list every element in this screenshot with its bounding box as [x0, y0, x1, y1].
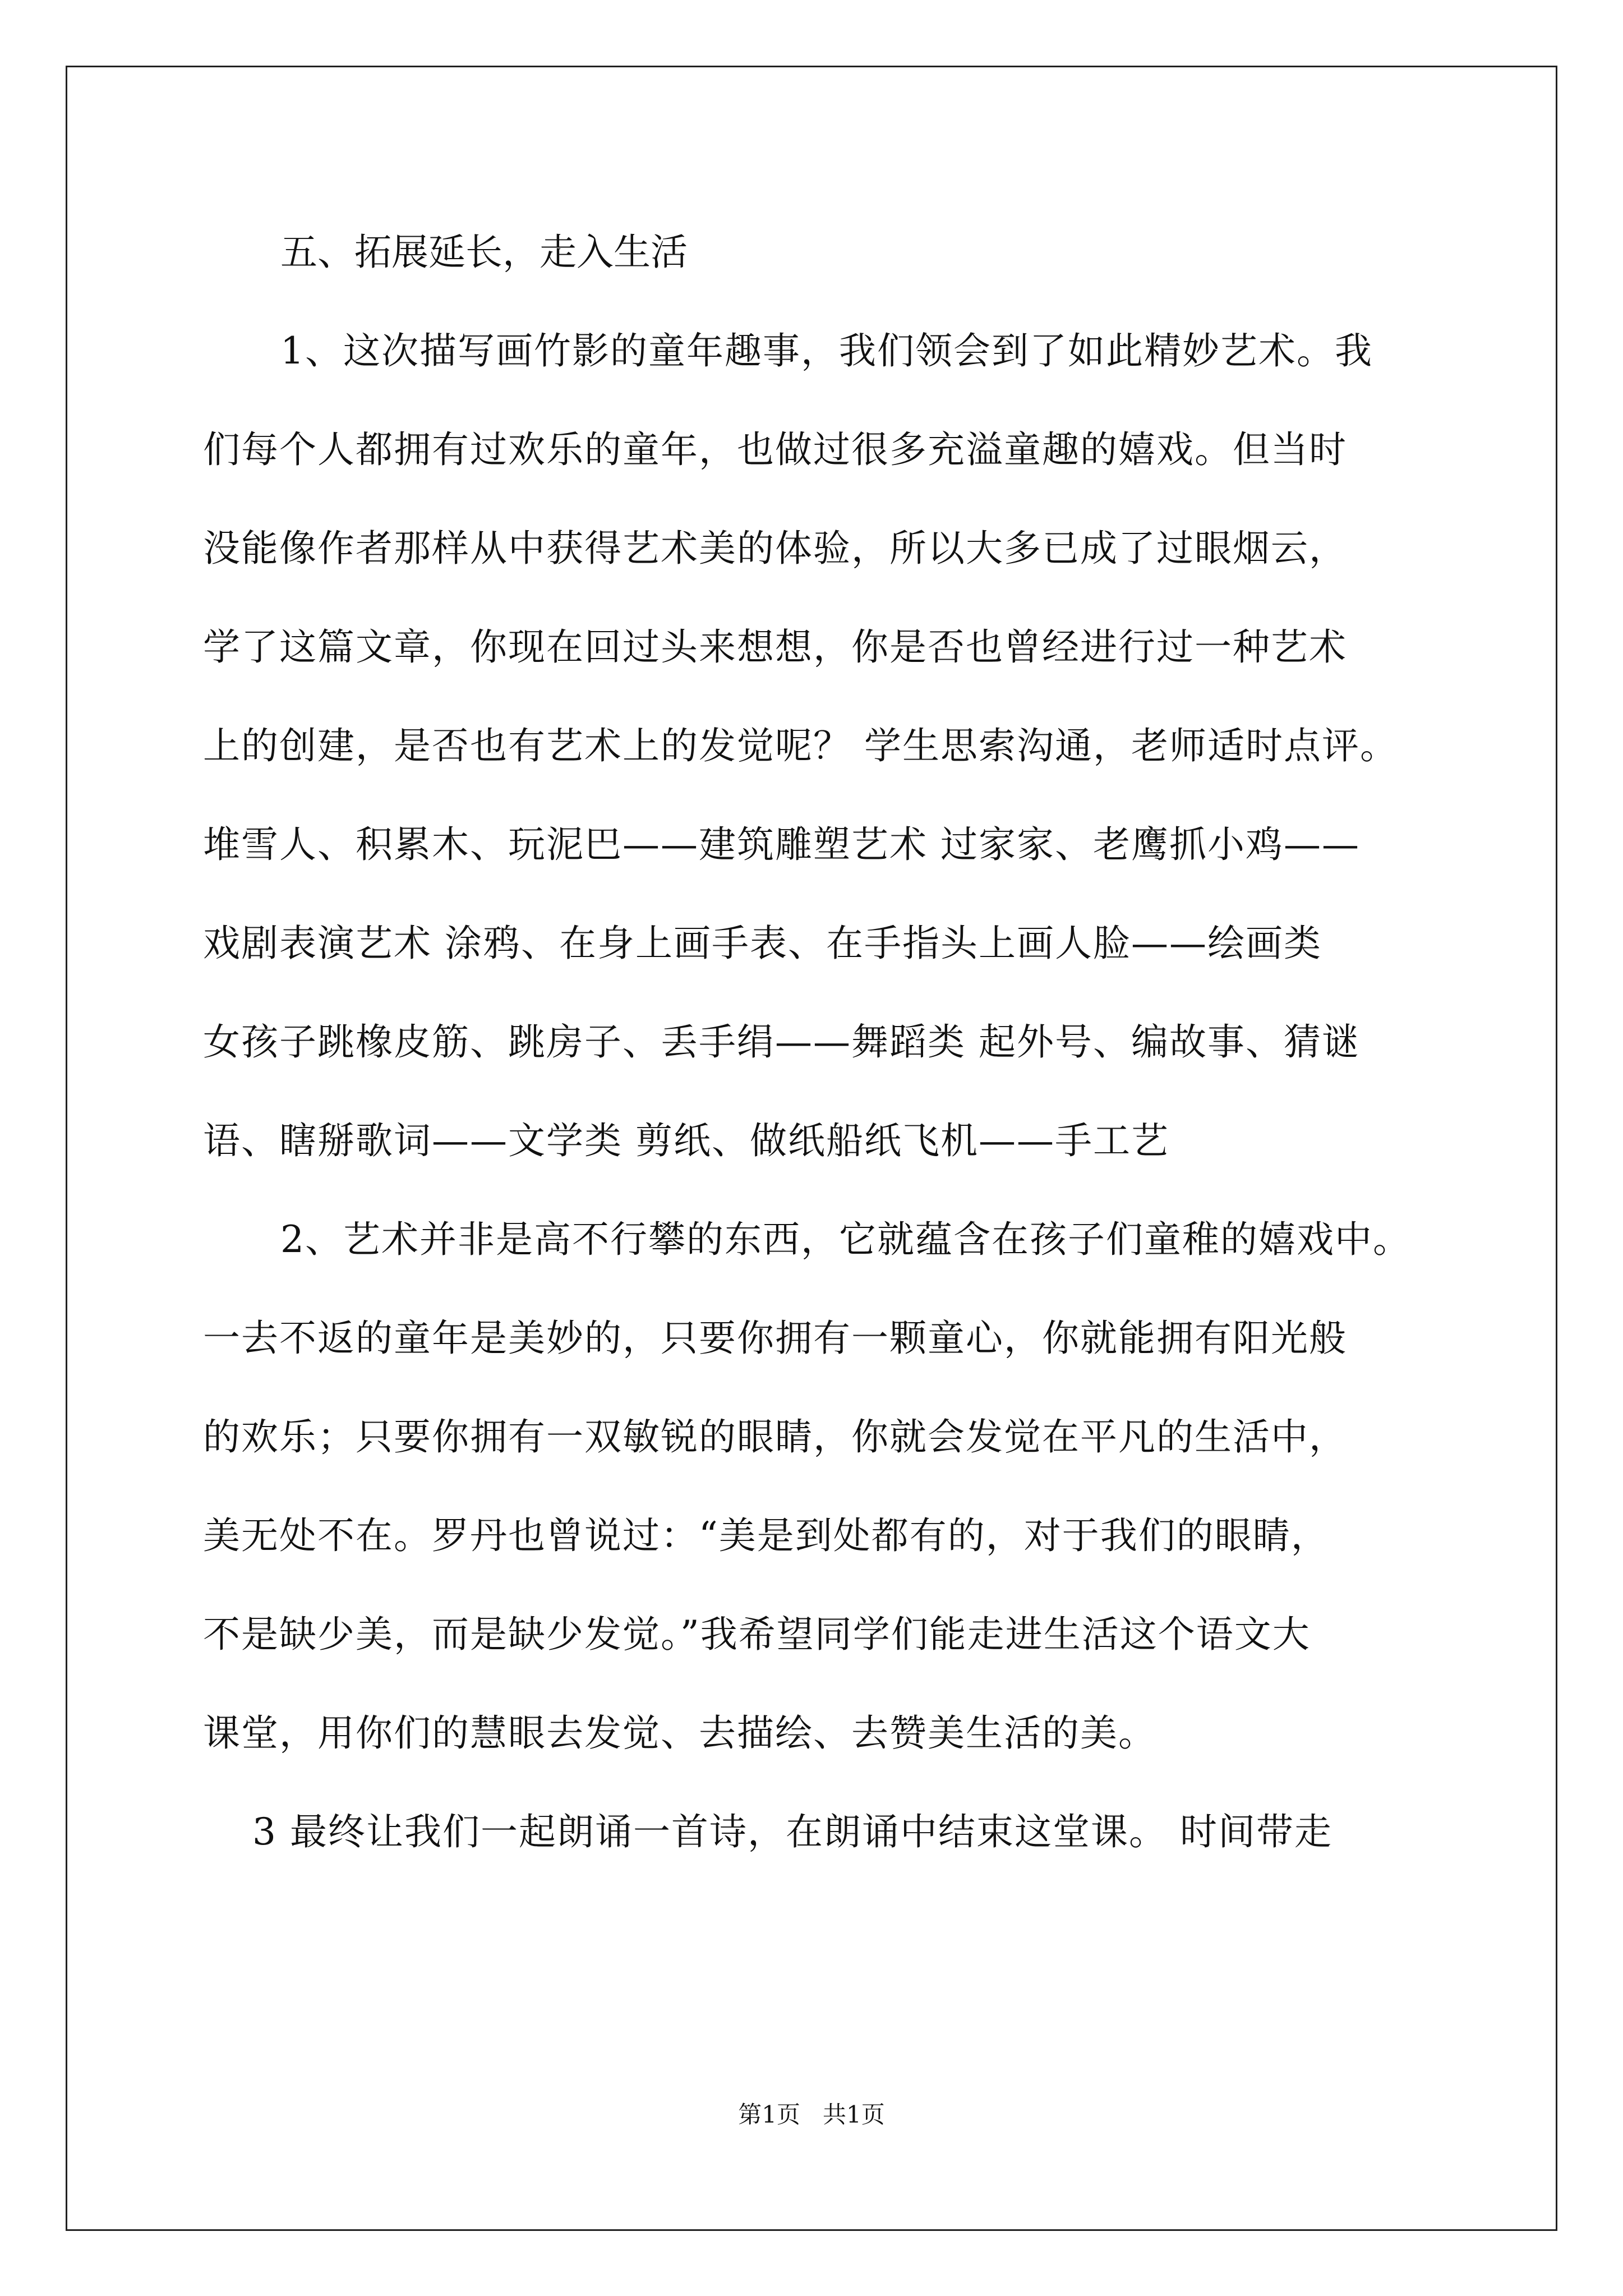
- paragraph-2-line-2: 一去不返的童年是美妙的，只要你拥有一颗童心，你就能拥有阳光般: [203, 1317, 1347, 1360]
- paragraph-1-line-1: 1、这次描写画竹影的童年趣事，我们领会到了如此精妙艺术。我: [280, 329, 1373, 372]
- paragraph-2-line-3: 的欢乐；只要你拥有一双敏锐的眼睛，你就会发觉在平凡的生活中，: [203, 1415, 1347, 1458]
- paragraph-1-line-5: 上的创建，是否也有艺术上的发觉呢？ 学生思索沟通，老师适时点评。: [203, 724, 1398, 767]
- paragraph-2-line-4: 美无处不在。罗丹也曾说过：“美是到处都有的，对于我们的眼睛，: [203, 1514, 1329, 1557]
- paragraph-1-line-4: 学了这篇文章，你现在回过头来想想，你是否也曾经进行过一种艺术: [203, 625, 1347, 669]
- paragraph-3-line-1: 3 最终让我们一起朗诵一首诗，在朗诵中结束这堂课。 时间带走: [252, 1810, 1332, 1853]
- paragraph-1-line-9: 语、瞎掰歌词——文学类 剪纸、做纸船纸飞机——手工艺: [203, 1119, 1169, 1162]
- paragraph-1-line-8: 女孩子跳橡皮筋、跳房子、丢手绢——舞蹈类 起外号、编故事、猜谜: [203, 1020, 1360, 1064]
- paragraph-2-line-1: 2、艺术并非是高不行攀的东西，它就蕴含在孩子们童稚的嬉戏中。: [280, 1218, 1411, 1261]
- paragraph-2-line-5: 不是缺少美，而是缺少发觉。”我希望同学们能走进生活这个语文大: [203, 1613, 1311, 1656]
- paragraph-1-line-3: 没能像作者那样从中获得艺术美的体验，所以大多已成了过眼烟云，: [203, 527, 1347, 570]
- page-number-footer: 第1页 共1页: [738, 2101, 885, 2128]
- paragraph-1-line-2: 们每个人都拥有过欢乐的童年，也做过很多充溢童趣的嬉戏。但当时: [203, 428, 1347, 471]
- paragraph-1-line-7: 戏剧表演艺术 涂鸦、在身上画手表、在手指头上画人脸——绘画类: [203, 922, 1322, 965]
- paragraph-2-line-6: 课堂，用你们的慧眼去发觉、去描绘、去赞美生活的美。: [203, 1711, 1156, 1755]
- paragraph-1-line-6: 堆雪人、积累木、玩泥巴——建筑雕塑艺术 过家家、老鹰抓小鸡——: [203, 823, 1360, 866]
- section-heading: 五、拓展延长，走入生活: [280, 231, 688, 274]
